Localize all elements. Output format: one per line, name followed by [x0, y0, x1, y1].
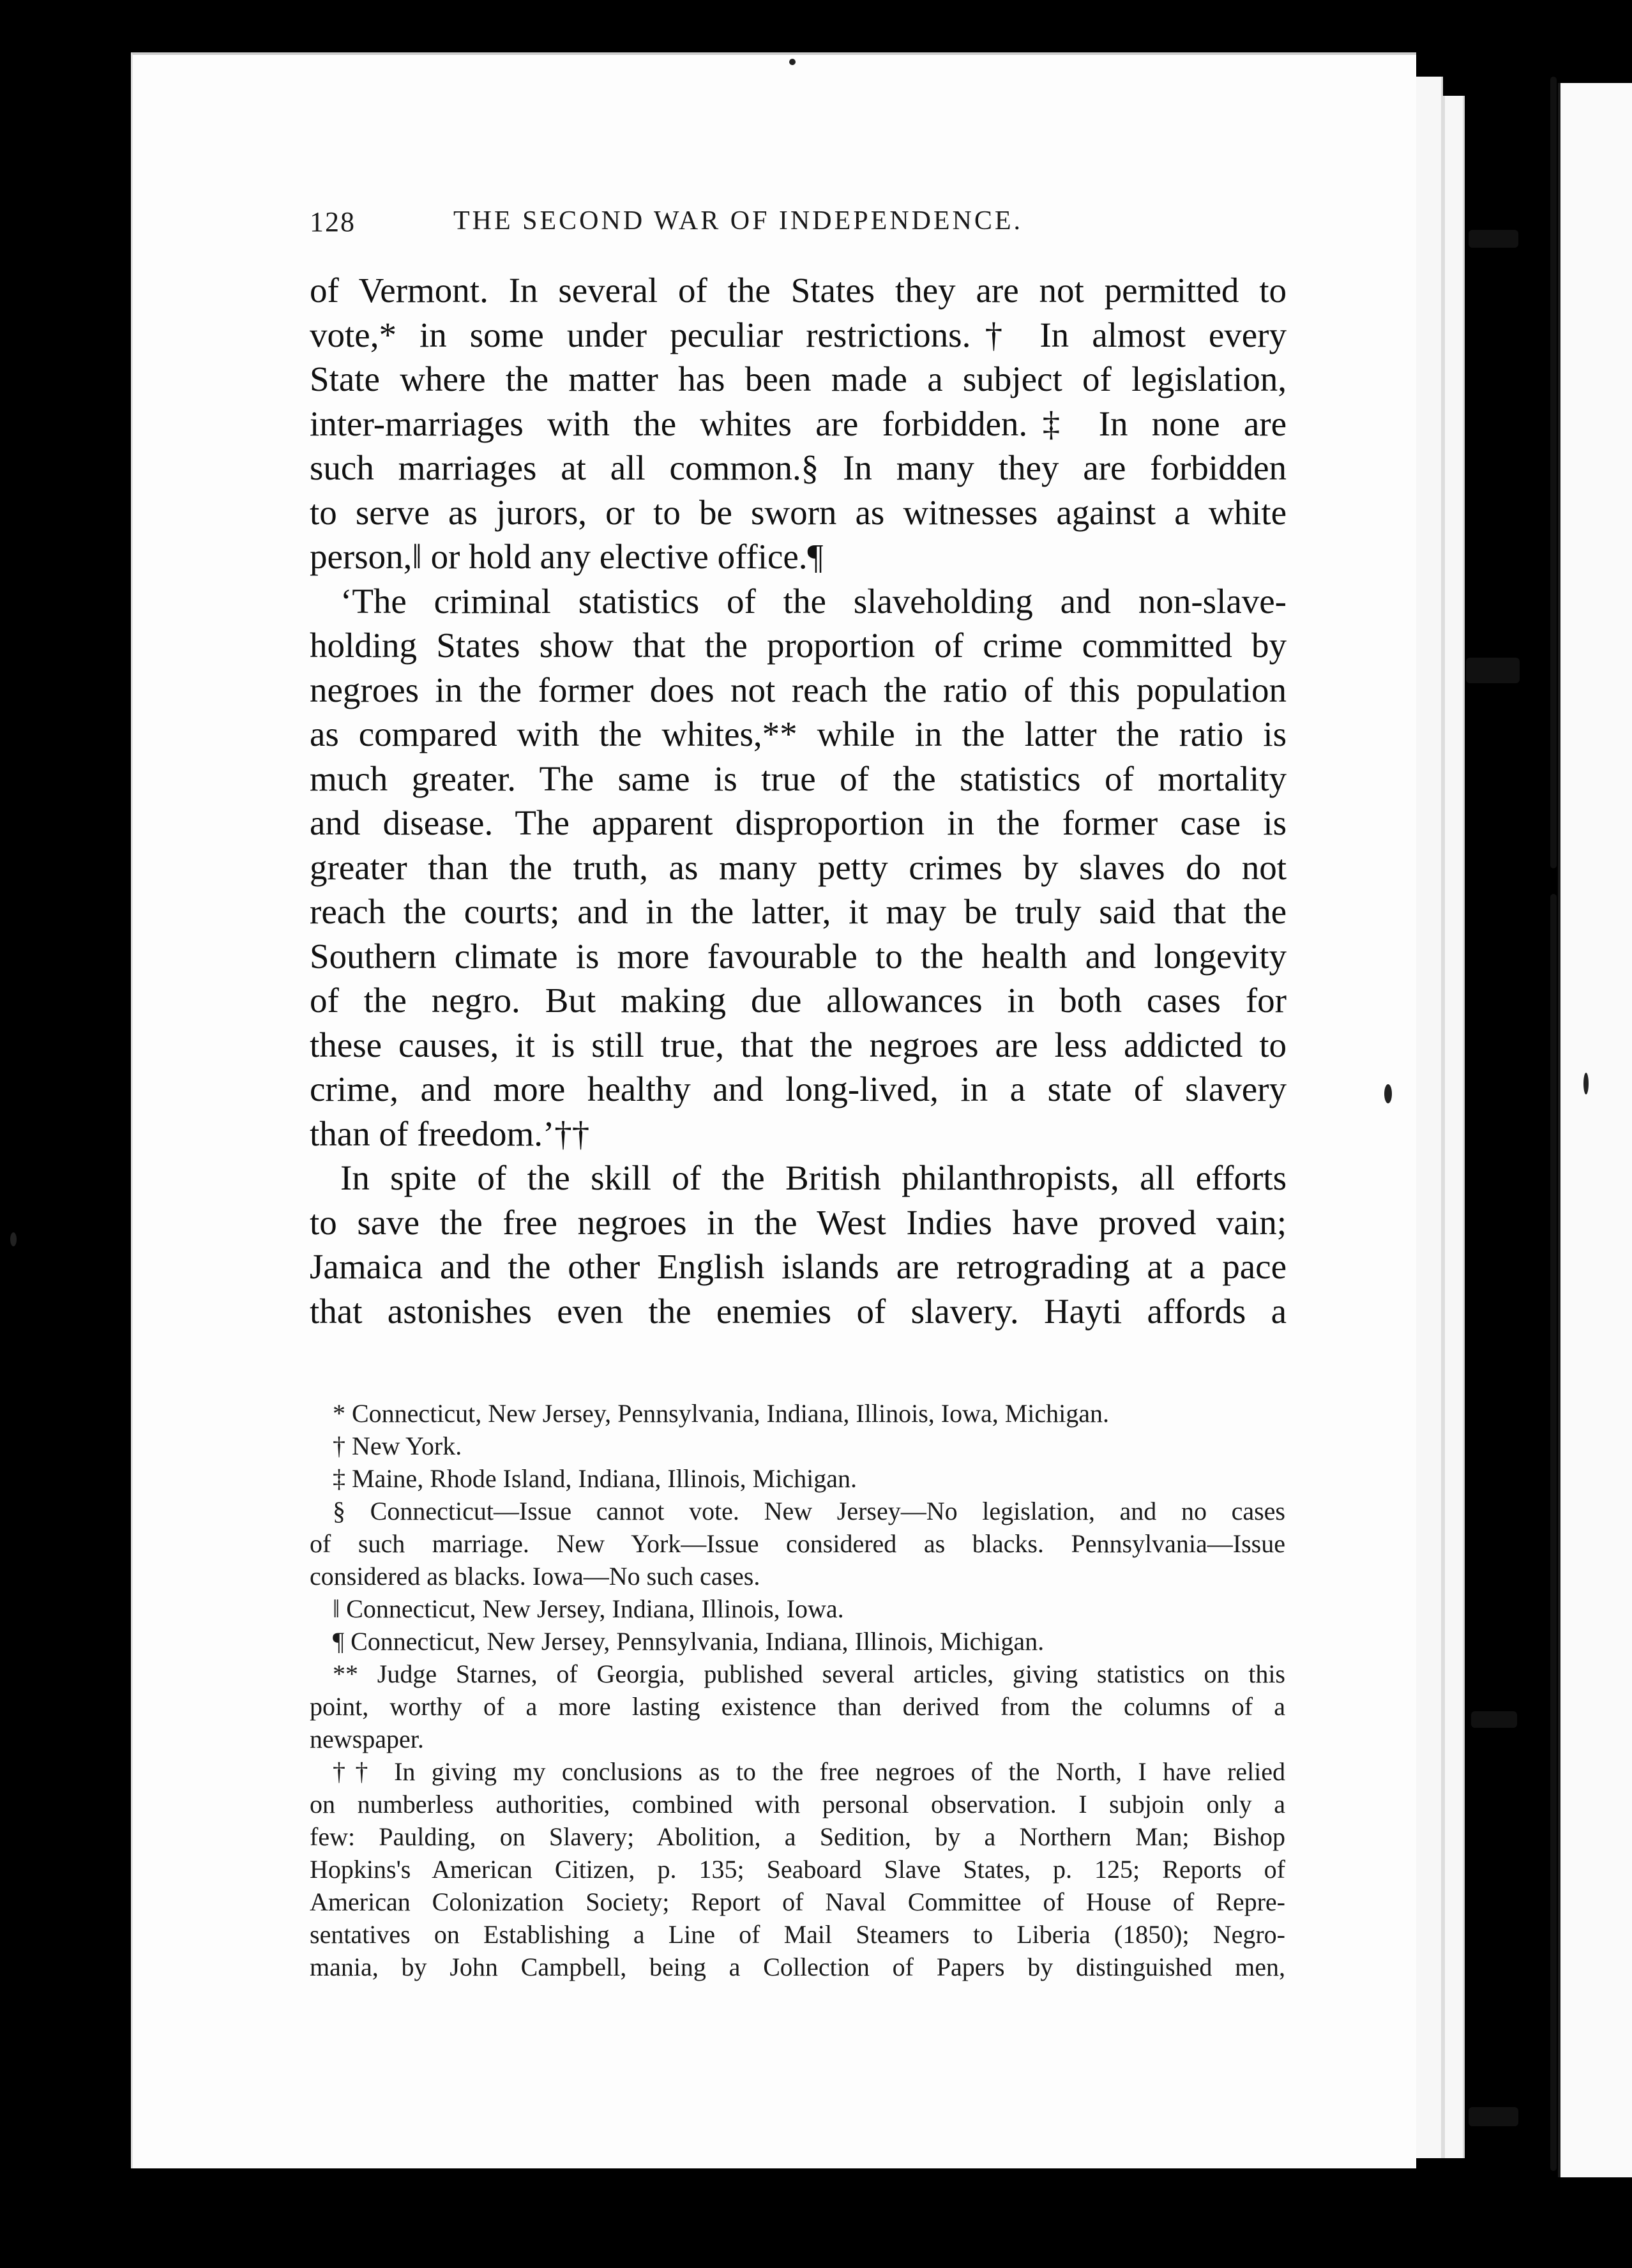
body-line: reach the courts; and in the latter, it may be truly said that the — [310, 892, 1287, 931]
footnote-line: * Connecticut, New Jersey, Pennsylvania, Indiana, Illinois, Iowa, Michigan. — [333, 1399, 1110, 1428]
footnote-line: † New York. — [333, 1432, 462, 1460]
body-line: to save the free negroes in the West Indies have proved vain; — [310, 1202, 1287, 1242]
footnote-line: ‖ Connecticut, New Jersey, Indiana, Illinois, Iowa. — [333, 1594, 844, 1623]
body-line: person,‖ or hold any elective office.¶ — [310, 537, 824, 576]
body-line: these causes, it is still true, that the negroes are less addicted to — [310, 1025, 1287, 1064]
footnote-line: ** Judge Starnes, of Georgia, published several articles, giving statistics on this — [333, 1659, 1285, 1688]
footnote-line: few: Paulding, on Slavery; Abolition, a Sedition, by a Northern Man; Bishop — [310, 1822, 1285, 1851]
stacked-page-edge — [1443, 96, 1465, 2158]
body-line: Jamaica and the other English islands are retrograding at a pace — [310, 1247, 1287, 1286]
body-line: State where the matter has been made a subject of legislation, — [310, 359, 1287, 398]
footnote-line: Hopkins's American Citizen, p. 135; Seaboard Slave States, p. 125; Reports of — [310, 1855, 1285, 1884]
footnotes — [310, 1397, 1285, 1983]
scan-speck — [1583, 1073, 1589, 1094]
binding-tab — [1550, 894, 1557, 2171]
footnote-line: ¶ Connecticut, New Jersey, Pennsylvania, Indiana, Illinois, Michigan. — [333, 1627, 1045, 1656]
footnote-line: on numberless authorities, combined with personal observation. I subjoin only a — [310, 1790, 1285, 1818]
footnote-line: § Connecticut—Issue cannot vote. New Jersey—No legislation, and no cases — [333, 1497, 1285, 1525]
body-line: Southern climate is more favourable to the health and longevity — [310, 936, 1287, 976]
body-line: of the negro. But making due allowances in both cases for — [310, 981, 1287, 1020]
adjacent-page-edge — [1558, 83, 1632, 2177]
binding-tab — [1550, 77, 1557, 868]
binding-tab — [1466, 658, 1520, 683]
binding-tab — [1469, 230, 1518, 248]
body-line: greater than the truth, as many petty crimes by slaves do not — [310, 847, 1287, 887]
body-line: that astonishes even the enemies of slavery. Hayti affords a — [310, 1291, 1287, 1331]
footnote-line: point, worthy of a more lasting existence than derived from the columns of a — [310, 1692, 1285, 1721]
body-line: of Vermont. In several of the States they are not permitted to — [310, 271, 1287, 310]
footnote-line: considered as blacks. Iowa—No such cases. — [310, 1562, 760, 1591]
page-number: 128 — [310, 206, 356, 238]
body-line: than of freedom.’†† — [310, 1114, 590, 1153]
body-line: vote,* in some under peculiar restrictions.† In almost every — [310, 315, 1287, 354]
footnote-line: sentatives on Establishing a Line of Mail Steamers to Liberia (1850); Negro- — [310, 1920, 1285, 1949]
scan-speck — [1384, 1084, 1392, 1103]
body-line: crime, and more healthy and long-lived, in a state of slavery — [310, 1070, 1287, 1108]
body-line: much greater. The same is true of the statistics of mortality — [310, 759, 1287, 798]
binding-tab — [1469, 2107, 1518, 2126]
page-header — [310, 206, 1114, 244]
body-line: as compared with the whites,** while in the latter the ratio is — [310, 714, 1287, 753]
binding-tab — [1471, 1711, 1517, 1728]
body-line: such marriages at all common.§ In many they are forbidden — [310, 448, 1287, 487]
body-line: to serve as jurors, or to be sworn as witnesses against a white — [310, 492, 1287, 532]
body-line: ‘The criminal statistics of the slaveholding and non-slave- — [340, 581, 1287, 621]
running-head: THE SECOND WAR OF INDEPENDENCE. — [453, 206, 1024, 236]
scan-speck — [789, 59, 796, 65]
body-line: inter-marriages with the whites are forbidden.‡ In none are — [310, 404, 1287, 443]
footnote-line: mania, by John Campbell, being a Collection of Papers by distinguished men, — [310, 1953, 1285, 1981]
body-line: and disease. The apparent disproportion in the former case is — [310, 803, 1287, 842]
footnote-line: newspaper. — [310, 1725, 424, 1753]
footnote-line: †† In giving my conclusions as to the free negroes of the North, I have relied — [333, 1757, 1285, 1786]
body-text — [310, 268, 1287, 1333]
scan-speck — [10, 1232, 17, 1246]
body-line: In spite of the skill of the British philanthropists, all efforts — [340, 1158, 1287, 1197]
footnote-line: ‡ Maine, Rhode Island, Indiana, Illinois, Michigan. — [333, 1464, 857, 1493]
body-line: holding States show that the proportion of crime committed by — [310, 626, 1287, 665]
footnote-line: of such marriage. New York—Issue considered as blacks. Pennsylvania—Issue — [310, 1529, 1285, 1558]
body-line: negroes in the former does not reach the ratio of this population — [310, 670, 1287, 709]
footnote-line: American Colonization Society; Report of Naval Committee of House of Repre- — [310, 1887, 1285, 1916]
